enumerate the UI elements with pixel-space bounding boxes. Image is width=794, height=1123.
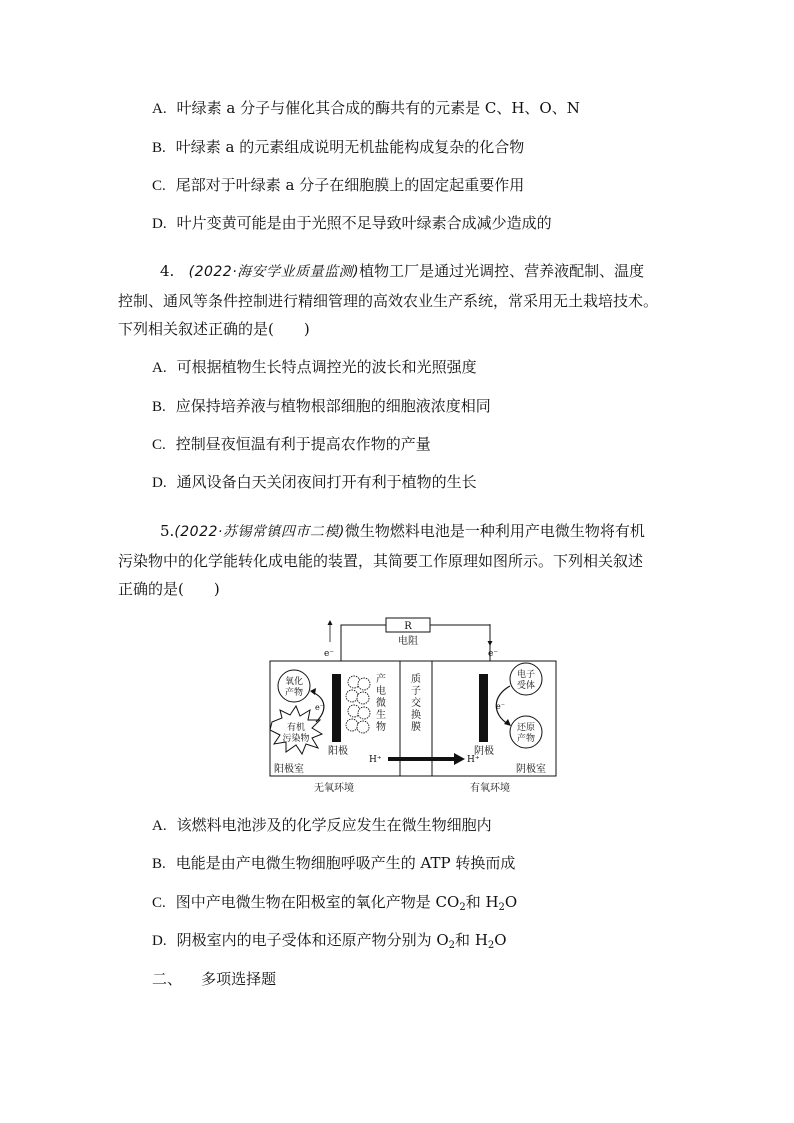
q4-option-a: [152, 357, 477, 378]
option-text: 该燃料电池涉及的化学反应发生在微生物细胞内: [176, 816, 492, 834]
svg-text:污染物: 污染物: [282, 734, 310, 744]
option-letter: B.: [152, 399, 166, 415]
svg-text:受体: 受体: [516, 681, 536, 691]
option-letter: A.: [152, 360, 167, 376]
option-letter: D.: [152, 933, 167, 949]
q5-option-d: [152, 930, 507, 951]
option-letter: C.: [152, 895, 166, 911]
q4-stem-line3: 下列相关叙述正确的是( ): [118, 320, 310, 338]
option-text: 叶绿素 a 的元素组成说明无机盐能构成复杂的化合物: [175, 138, 525, 156]
section-heading: [152, 969, 276, 989]
option-letter: A.: [152, 818, 167, 834]
up-arrow-icon: [328, 620, 333, 625]
q3-option-b: [152, 137, 524, 158]
option-text: 应保持培养液与植物根部细胞的细胞液浓度相同: [175, 397, 491, 415]
resistor-label: R: [404, 621, 412, 632]
option-text: 通风设备白天关闭夜间打开有利于植物的生长: [176, 473, 477, 491]
option-letter: D.: [152, 216, 167, 232]
q5-stem-line2: 污染物中的化学能转化成电能的装置，其简要工作原理如图所示。下列相关叙述: [118, 552, 644, 570]
svg-text:微: 微: [376, 698, 386, 709]
question-stem: 微生物燃料电池是一种利用产电微生物将有机: [344, 522, 645, 540]
q5-option-c: [152, 892, 517, 913]
anode-chamber-label: 阳极室: [274, 764, 304, 775]
option-text: 叶绿素 a 分子与催化其合成的酶共有的元素是 C、H、O、N: [176, 99, 580, 117]
external-circuit: [324, 618, 498, 661]
cathode-chamber-label: 阴极室: [516, 764, 546, 775]
svg-text:膜: 膜: [411, 722, 421, 733]
q4-stem-line2: 控制、通风等条件控制进行精细管理的高效农业生产系统，常采用无土栽培技术。: [118, 292, 659, 310]
q4-option-c: [152, 434, 431, 455]
anode-electrode: [332, 674, 341, 742]
svg-text:物: 物: [376, 722, 386, 733]
q5-stem-line1: [160, 521, 645, 542]
arrow-head-icon: [310, 688, 316, 695]
aerobic-label: 有氧环境: [470, 783, 510, 794]
option-text: 控制昼夜恒温有利于提高农作物的产量: [175, 435, 431, 453]
q4-option-d: [152, 472, 477, 493]
question-source: (2022·苏锡常镇四市二模): [174, 524, 345, 540]
anode-label: 阳极: [328, 746, 348, 757]
q3-option-a: [152, 98, 580, 119]
option-text: 图中产电微生物在阳极室的氧化产物是 $CO_2$和 $H_2O$: [175, 893, 518, 913]
section-title: 多项选择题: [201, 970, 277, 988]
option-text: 尾部对于叶绿素 a 分子在细胞膜上的固定起重要作用: [175, 176, 525, 194]
question-number: 4.: [160, 262, 175, 280]
down-arrow-icon: [488, 641, 493, 646]
cathode-electrode: [479, 674, 488, 742]
option-text: 叶片变黄可能是由于光照不足导致叶绿素合成减少造成的: [176, 214, 552, 232]
option-letter: C.: [152, 437, 166, 453]
svg-text:产: 产: [376, 674, 386, 685]
microbe-label: [376, 672, 386, 733]
option-text: 电能是由产电微生物细胞呼吸产生的 ATP 转换而成: [175, 854, 516, 872]
svg-text:质: 质: [411, 674, 421, 685]
svg-text:交: 交: [411, 698, 421, 709]
question-number: 5.: [160, 522, 175, 540]
svg-text:电子: 电子: [516, 670, 536, 680]
q5-stem-line3: 正确的是( ): [118, 580, 220, 598]
option-letter: B.: [152, 140, 166, 156]
q4-option-b: [152, 396, 491, 417]
svg-text:子: 子: [411, 686, 421, 697]
svg-text:产物: 产物: [284, 688, 304, 698]
svg-text:还原: 还原: [516, 723, 536, 733]
proton-right-label: H⁺: [467, 755, 480, 765]
cathode-label: 阴极: [474, 746, 494, 757]
membrane-label: [411, 672, 421, 733]
electron-small-right: e⁻: [496, 702, 505, 711]
q5-option-a: [152, 815, 492, 836]
resistor-name: 电阻: [398, 636, 418, 647]
svg-text:换: 换: [411, 710, 421, 721]
option-letter: C.: [152, 178, 166, 194]
option-text: 可根据植物生长特点调控光的波长和光照强度: [176, 358, 477, 376]
anaerobic-label: 无氧环境: [314, 783, 354, 794]
svg-text:生: 生: [376, 710, 386, 721]
electron-small-left: e⁻: [315, 703, 324, 712]
option-letter: A.: [152, 101, 167, 117]
q3-option-d: [152, 213, 552, 234]
svg-text:产物: 产物: [516, 734, 536, 744]
option-text: 阴极室内的电子受体和还原产物分别为 $O_2$和 $H_2O$: [176, 931, 507, 951]
option-letter: B.: [152, 856, 166, 872]
svg-text:有机: 有机: [286, 723, 306, 733]
svg-text:电: 电: [376, 686, 386, 697]
svg-text:氧化: 氧化: [284, 677, 304, 687]
section-number: 二、: [152, 970, 183, 988]
microbe-cluster: [346, 676, 370, 733]
q3-option-c: [152, 175, 524, 196]
question-stem: 植物工厂是通过光调控、营养液配制、温度: [359, 262, 645, 280]
q5-option-b: [152, 853, 515, 874]
electron-left-label: e⁻: [324, 649, 335, 659]
proton-left-label: H⁺: [369, 755, 382, 765]
electron-right-label: e⁻: [488, 649, 499, 659]
q4-stem-line1: [160, 261, 644, 282]
fuel-cell-diagram: [268, 614, 568, 798]
question-source: (2022·海安学业质量监测): [188, 264, 360, 280]
right-arrow-icon: [454, 753, 465, 765]
option-letter: D.: [152, 475, 167, 491]
